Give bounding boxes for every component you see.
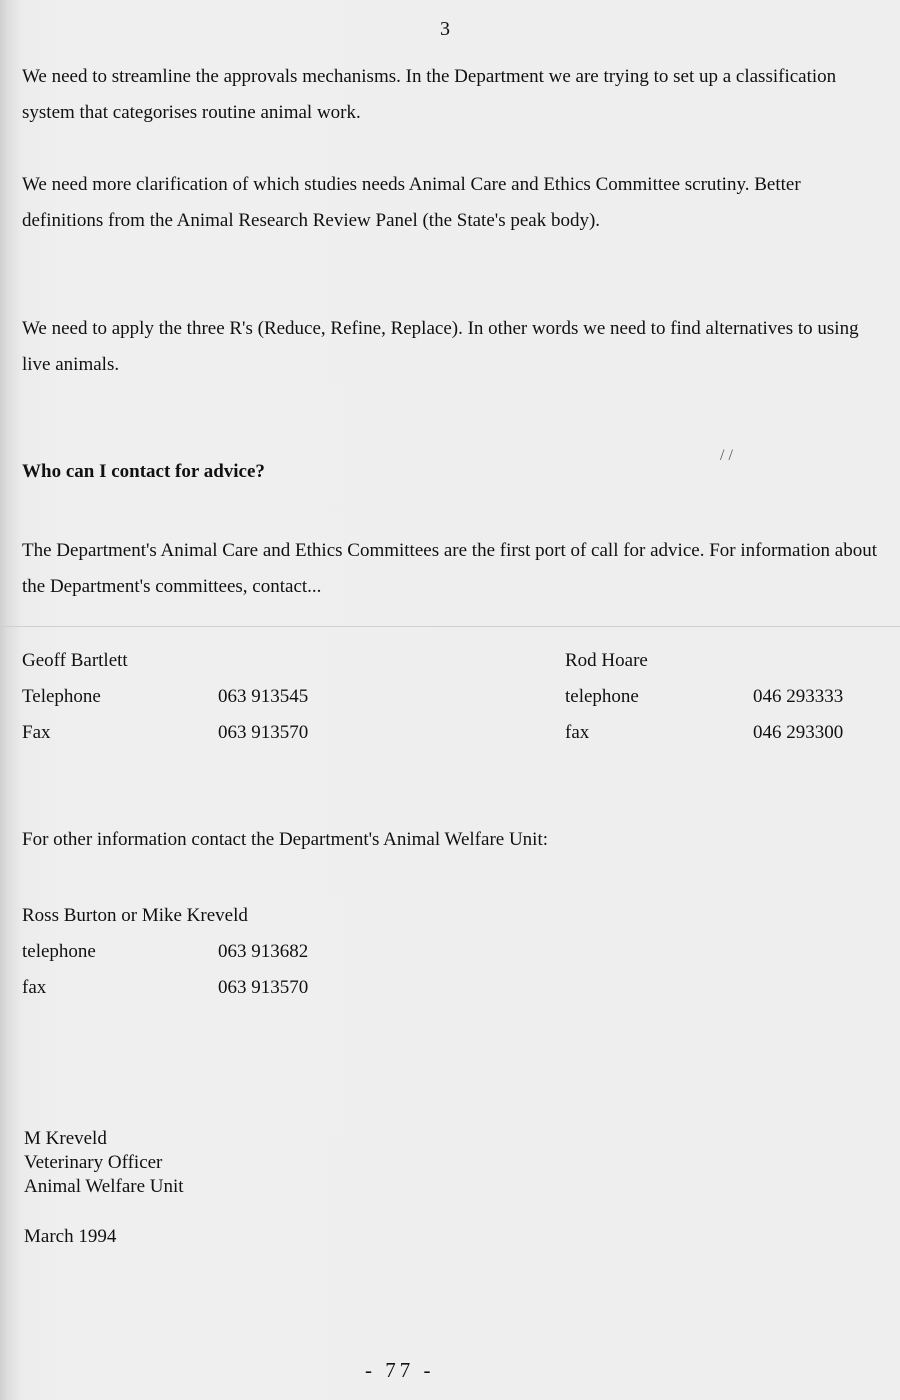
bottom-page-number: - 77 - [365,1358,435,1382]
fax-label: fax [565,722,590,743]
contact-rod [565,643,885,751]
phone-value: 063 913682 [218,941,309,962]
signature-block [24,1127,184,1199]
phone-label: Telephone [22,686,101,707]
paragraph-other-info: For other information contact the Department's Animal Welfare Unit: [22,829,549,850]
fax-label: fax [22,977,47,998]
fax-row [22,715,422,751]
paragraph-three-rs: We need to apply the three R's (Reduce, Refine, Replace). In other words we need to find alternatives to using live animals. [22,318,859,375]
fax-value: 063 913570 [218,977,309,998]
contact-name: Geoff Bartlett [22,650,128,671]
paragraph-clarification: We need more clarification of which studies needs Animal Care and Ethics Committee scrutiny. Better definitions from the Animal Research Review Panel (the State's peak body). [22,174,801,231]
fax-value: 063 913570 [218,722,309,743]
section-heading: Who can I contact for advice? [22,461,265,482]
top-page-number: 3 [440,18,450,40]
fax-row [565,715,885,751]
phone-label: telephone [565,686,639,707]
document-date: March 1994 [24,1226,117,1247]
phone-value: 063 913545 [218,686,309,707]
signature-title: Veterinary Officer [24,1152,163,1173]
contact-welfare-unit [22,898,422,1006]
contact-geoff [22,643,422,751]
signature-unit: Animal Welfare Unit [24,1176,184,1197]
paragraph-committees: The Department's Animal Care and Ethics Committees are the first port of call for advice. For information about the Department's committees, contact... [22,540,878,597]
phone-row [565,679,885,715]
phone-value: 046 293333 [753,686,844,707]
fax-value: 046 293300 [753,722,844,743]
phone-row [22,679,422,715]
divider [0,626,900,627]
fax-row [22,970,422,1006]
contact-name: Ross Burton or Mike Kreveld [22,905,248,926]
paragraph-approvals: We need to streamline the approvals mechanisms. In the Department we are trying to set up a classification system that categorises routine animal work. [22,66,837,123]
pen-mark: / / [720,447,733,464]
phone-label: telephone [22,941,96,962]
signature-name: M Kreveld [24,1128,107,1149]
contact-name: Rod Hoare [565,650,648,671]
fax-label: Fax [22,722,51,743]
phone-row [22,934,422,970]
